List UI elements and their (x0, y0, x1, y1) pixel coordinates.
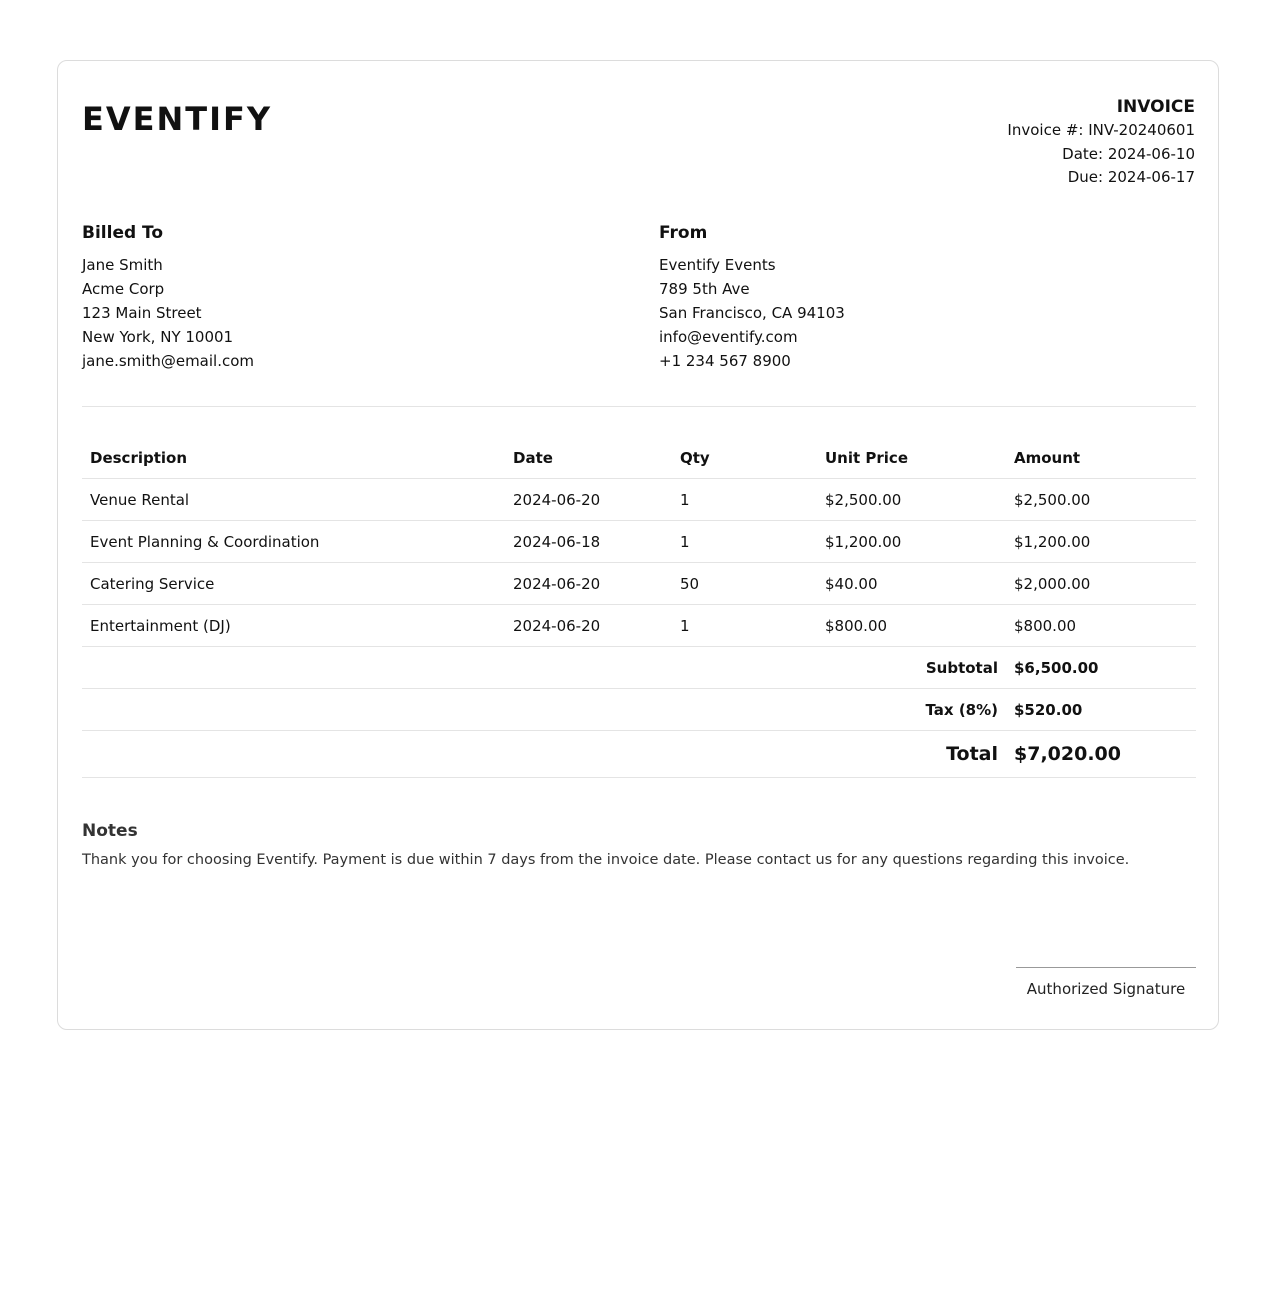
table-row (82, 605, 1196, 647)
invoice-card (57, 60, 1219, 1030)
tax-value: $520.00 (1006, 689, 1196, 731)
column-header-description: Description (82, 437, 505, 479)
item-amount: $1,200.00 (1006, 521, 1196, 563)
table-row (82, 521, 1196, 563)
from-email: info@eventify.com (659, 328, 798, 346)
table-header-row (82, 437, 1196, 479)
subtotal-label: Subtotal (82, 647, 1006, 689)
item-amount: $2,500.00 (1006, 479, 1196, 521)
signature-label: Authorized Signature (1026, 980, 1186, 998)
column-header-qty: Qty (672, 437, 817, 479)
item-date: 2024-06-18 (505, 521, 672, 563)
subtotal-value: $6,500.00 (1006, 647, 1196, 689)
column-header-unit-price: Unit Price (817, 437, 1006, 479)
subtotal-row (82, 647, 1196, 689)
item-amount: $2,000.00 (1006, 563, 1196, 605)
item-unit-price: $1,200.00 (817, 521, 1006, 563)
billed-to-email: jane.smith@email.com (82, 352, 255, 370)
item-qty: 1 (672, 479, 817, 521)
item-unit-price: $800.00 (817, 605, 1006, 647)
billed-to-street: 123 Main Street (82, 304, 202, 322)
table-row (82, 479, 1196, 521)
total-label: Total (82, 731, 1006, 778)
table-row (82, 563, 1196, 605)
notes-title: Notes (82, 821, 138, 841)
total-row (82, 731, 1196, 778)
tax-label: Tax (8%) (82, 689, 1006, 731)
item-description: Catering Service (82, 563, 505, 605)
billed-to-city: New York, NY 10001 (82, 328, 234, 346)
item-qty: 50 (672, 563, 817, 605)
column-header-amount: Amount (1006, 437, 1196, 479)
item-qty: 1 (672, 521, 817, 563)
signature-line (1016, 967, 1196, 968)
item-unit-price: $2,500.00 (817, 479, 1006, 521)
from-company: Eventify Events (659, 256, 776, 274)
invoice-date: Date: 2024-06-10 (1062, 144, 1195, 163)
column-header-date: Date (505, 437, 672, 479)
invoice-title: INVOICE (1116, 97, 1195, 117)
item-description: Entertainment (DJ) (82, 605, 505, 647)
invoice-due-date: Due: 2024-06-17 (1067, 168, 1195, 186)
from-title: From (659, 223, 708, 243)
invoice-meta (1007, 95, 1195, 190)
total-value: $7,020.00 (1006, 731, 1196, 778)
company-logo: EVENTIFY (82, 100, 273, 138)
item-date: 2024-06-20 (505, 605, 672, 647)
billed-to-name: Jane Smith (82, 256, 163, 274)
notes-text: Thank you for choosing Eventify. Payment is due within 7 days from the invoice date. Please contact us for any questions regarding this invoice. (82, 852, 1130, 868)
billed-to-section (82, 221, 602, 373)
from-section (659, 221, 1179, 373)
invoice-number: Invoice #: INV-20240601 (1007, 121, 1195, 139)
from-street: 789 5th Ave (659, 280, 750, 298)
billed-to-company: Acme Corp (82, 280, 165, 298)
from-city: San Francisco, CA 94103 (659, 304, 845, 322)
item-date: 2024-06-20 (505, 563, 672, 605)
item-description: Venue Rental (82, 479, 505, 521)
tax-row (82, 689, 1196, 731)
billed-to-title: Billed To (82, 223, 164, 243)
item-amount: $800.00 (1006, 605, 1196, 647)
item-unit-price: $40.00 (817, 563, 1006, 605)
item-date: 2024-06-20 (505, 479, 672, 521)
section-divider (82, 406, 1196, 407)
item-qty: 1 (672, 605, 817, 647)
line-items-table (82, 437, 1196, 778)
from-phone: +1 234 567 8900 (659, 352, 791, 370)
item-description: Event Planning & Coordination (82, 521, 505, 563)
